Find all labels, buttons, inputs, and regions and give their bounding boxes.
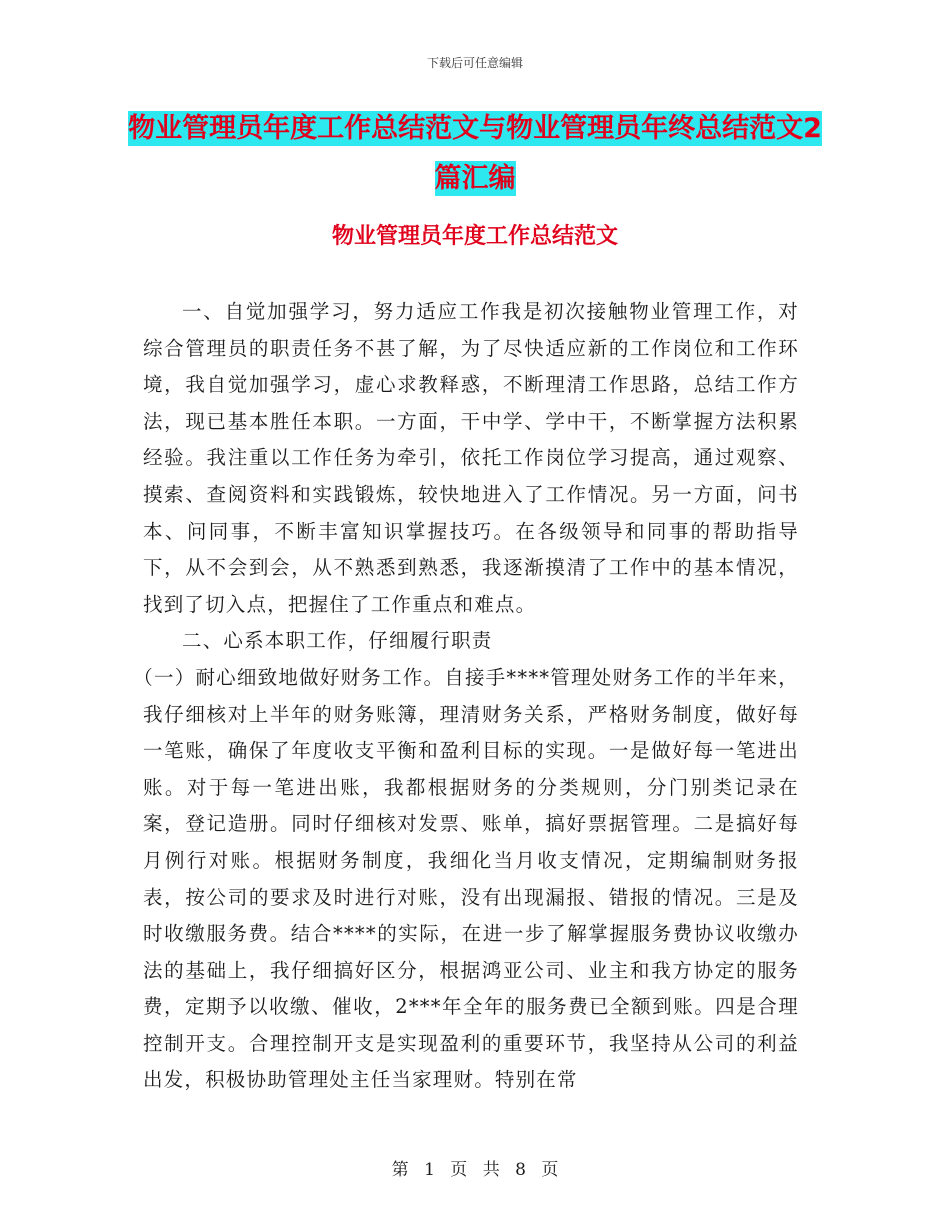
paragraph: （一）耐心细致地做好财务工作。自接手****管理处财务工作的半年来，我仔细核对上半年的财务账簿，理清财务关系，严格财务制度，做好每一笔账，确保了年度收支平衡和盈利目标的实现。一是做好每一笔进出账。对于每一笔进出账，我都根据财务的分类规则，分门别类记录在案，登记造册。同时仔细核对发票、账单，搞好票据管理。二是搞好每月例行对账。根据财务制度，我细化当月收支情况，定期编制财务报表，按公司的要求及时进行对账，没有出现漏报、错报的情况。三是及时收缴服务费。结合****的实际，在进一步了解掌握服务费协议收缴办法的基础上，我仔细搞好区分，根据鸿亚公司、业主和我方协定的服务费，定期予以收缴、催收，2***年全年的服务费已全额到账。四是合理控制开支。合理控制开支是实现盈利的重要环节，我坚持从公司的利益出发，积极协助管理处主任当家理财。特别在常	[133, 665, 799, 1092]
document-body	[133, 294, 799, 1099]
page-footer	[0, 1155, 950, 1180]
paragraph: 一、自觉加强学习，努力适应工作我是初次接触物业管理工作，对综合管理员的职责任务不甚了解，为了尽快适应新的工作岗位和工作环境，我自觉加强学习，虚心求教释惑，不断理清工作思路，总结工作方法，现已基本胜任本职。一方面，干中学、学中干，不断掌握方法积累经验。我注重以工作任务为牵引，依托工作岗位学习提高，通过观察、摸索、查阅资料和实践锻炼，较快地进入了工作情况。另一方面，问书本、问同事，不断丰富知识掌握技巧。在各级领导和同事的帮助指导下，从不会到会，从不熟悉到熟悉，我逐渐摸清了工作中的基本情况，找到了切入点，把握住了工作重点和难点。	[143, 300, 799, 616]
document-title	[120, 104, 830, 204]
footer-page-word: 页	[450, 1160, 468, 1180]
document-title-text: 物业管理员年度工作总结范文与物业管理员年终总结范文2篇汇编	[128, 113, 822, 194]
current-page-number: 1	[424, 1160, 435, 1180]
footer-prefix: 第	[391, 1160, 409, 1180]
footer-total-word: 共	[482, 1160, 500, 1180]
paragraph: 二、心系本职工作，仔细履行职责	[182, 629, 493, 653]
footer-suffix: 页	[541, 1160, 559, 1180]
section-title: 物业管理员年度工作总结范文	[331, 224, 618, 249]
header-note: 下载后可任意编辑	[426, 56, 523, 70]
total-page-count: 8	[515, 1160, 526, 1180]
